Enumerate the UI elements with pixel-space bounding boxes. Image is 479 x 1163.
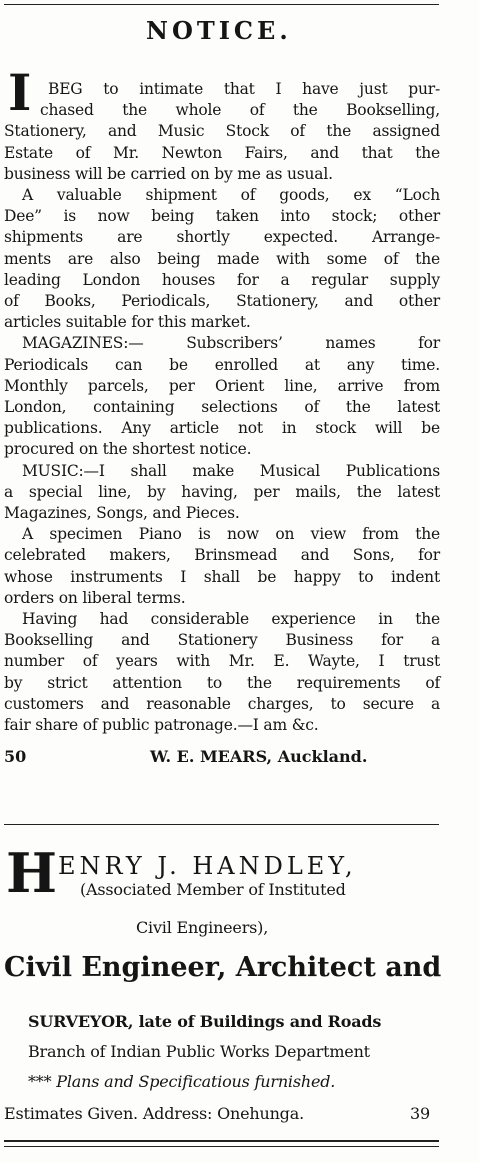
notice-line: orders on liberal terms. xyxy=(4,588,186,607)
top-rule xyxy=(4,4,439,5)
notice-line: shipments are shortly expected. Arrange- xyxy=(4,228,440,247)
notice-line: of Books, Periodicals, Stationery, and other xyxy=(4,292,440,310)
notice-line: customers and reasonable charges, to secure a xyxy=(4,694,440,713)
notice-signature: W. E. MEARS, Auckland. xyxy=(150,747,368,766)
notice-line: A valuable shipment of goods, ex “Loch xyxy=(22,186,440,204)
notice-line: number of years with Mr. E. Wayte, I trust xyxy=(4,652,440,671)
notice-line: business will be carried on by me as usual. xyxy=(4,164,333,183)
notice-line: leading London houses for a regular supply xyxy=(4,270,440,289)
notice-line: Magazines, Songs, and Pieces. xyxy=(4,504,240,522)
notice-line: fair share of public patronage.—I am &c. xyxy=(4,716,319,734)
notice-line: MUSIC:—I shall make Musical Publications xyxy=(22,461,440,480)
notice-line: Monthly parcels, per Orient line, arrive from xyxy=(4,376,440,395)
notice-line: ments are also being made with some of the xyxy=(4,249,440,268)
notice-line: publications. Any article not in stock will be xyxy=(4,419,440,438)
section-rule xyxy=(4,824,439,825)
handley-ad-number: 39 xyxy=(410,1104,430,1123)
bottom-rule-2 xyxy=(4,1146,439,1147)
notice-line: Estate of Mr. Newton Fairs, and that the xyxy=(4,143,440,162)
handley-line-2: Civil Engineers), xyxy=(136,918,269,937)
handley-name: ENRY J. HANDLEY, xyxy=(58,852,357,880)
handley-line-5: *** Plans and Specificatious furnished. xyxy=(28,1072,336,1091)
notice-line: articles suitable for this market. xyxy=(4,313,251,332)
handley-line-1: (Associated Member of Instituted xyxy=(80,880,346,899)
handley-line-3: SURVEYOR, late of Buildings and Roads xyxy=(28,1012,382,1031)
notice-line: procured on the shortest notice. xyxy=(4,440,252,459)
notice-line: by strict attention to the requirements of xyxy=(4,673,440,692)
notice-line: whose instruments I shall be happy to indent xyxy=(4,567,440,586)
notice-line: London, containing selections of the latest xyxy=(4,398,440,416)
handley-line-6: Estimates Given. Address: Onehunga. xyxy=(4,1104,304,1123)
notice-line: celebrated makers, Brinsmead and Sons, for xyxy=(4,546,440,565)
handley-drop-cap: H xyxy=(6,841,58,905)
notice-line: Periodicals can be enrolled at any time. xyxy=(4,355,440,374)
handley-line-4: Branch of Indian Public Works Department xyxy=(28,1042,370,1061)
notice-line: MAGAZINES:— Subscribers’ names for xyxy=(22,334,440,353)
notice-line: A specimen Piano is now on view from the xyxy=(22,525,440,544)
notice-line: Having had considerable experience in the xyxy=(22,610,440,628)
notice-line: chased the whole of the Bookselling, xyxy=(40,101,440,120)
bottom-rule-1 xyxy=(4,1140,439,1142)
notice-line: Bookselling and Stationery Business for a xyxy=(4,631,440,650)
notice-drop-cap: I xyxy=(8,63,32,122)
handley-big-line: Civil Engineer, Architect and xyxy=(4,952,442,983)
notice-ad-number: 50 xyxy=(4,747,27,766)
notice-line: Stationery, and Music Stock of the assigned xyxy=(4,122,440,141)
notice-line: a special line, by having, per mails, the latest xyxy=(4,482,440,501)
notice-line: BEG to intimate that I have just pur- xyxy=(48,80,440,98)
notice-title: NOTICE. xyxy=(146,16,292,45)
notice-line: Dee” is now being taken into stock; other xyxy=(4,207,440,226)
